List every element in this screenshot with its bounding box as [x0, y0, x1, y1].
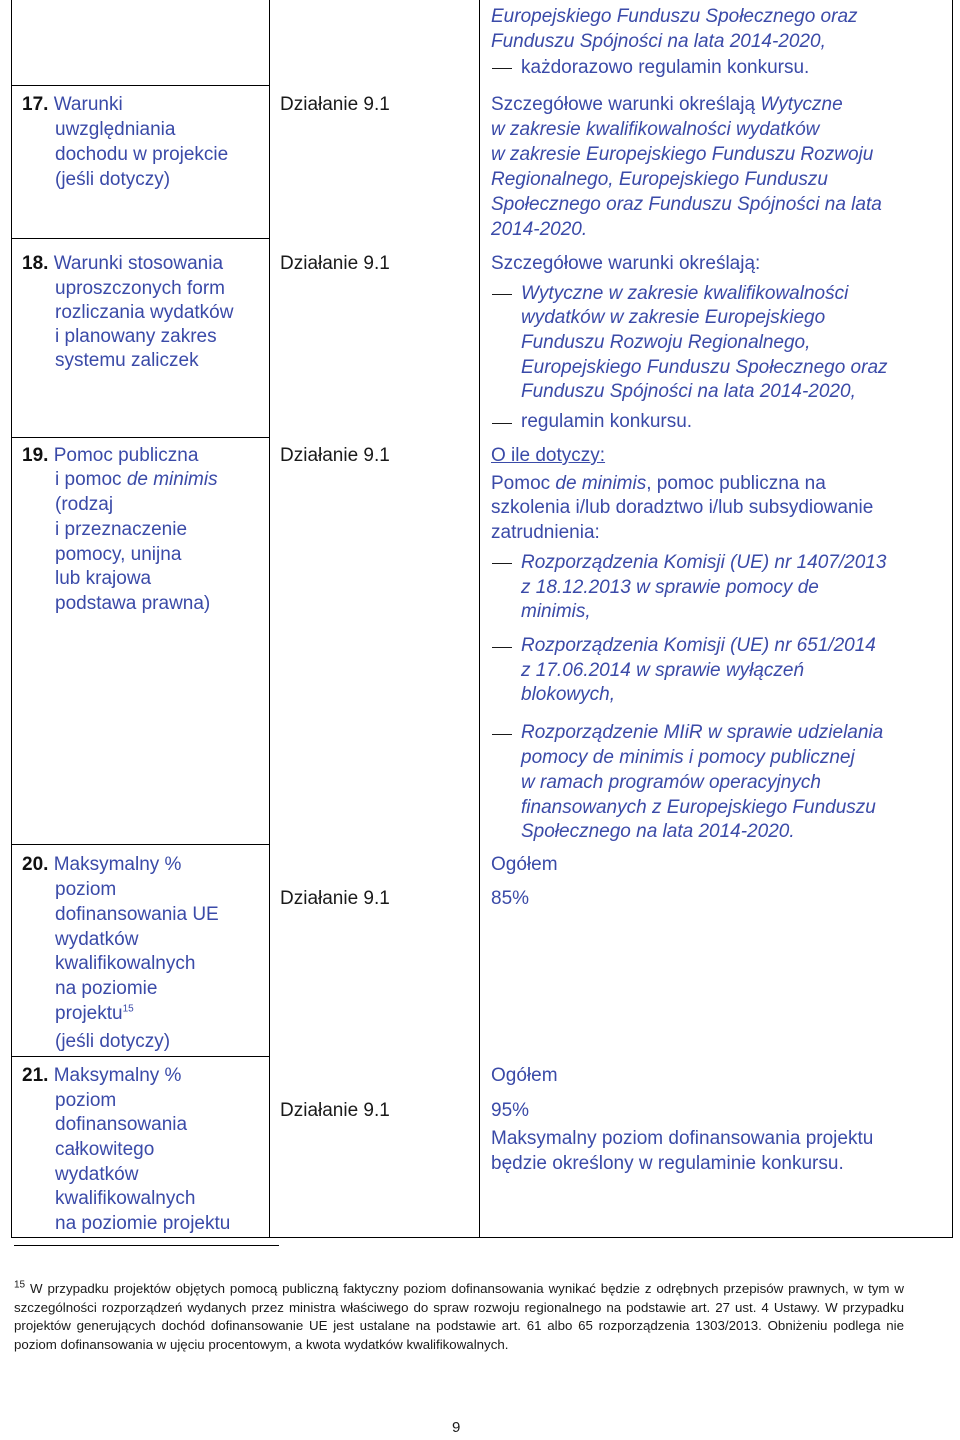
row-label-line: systemu zaliczek [55, 350, 199, 371]
row-label: 21. Maksymalny % [22, 1065, 182, 1086]
bullet-line: w ramach programów operacyjnych [521, 772, 821, 793]
bullet-line: z 17.06.2014 w sprawie wyłączeń [521, 660, 805, 681]
row-label-line: całkowitego [55, 1139, 155, 1160]
measure-label: Działanie 9.1 [280, 1100, 390, 1121]
measure-label: Działanie 9.1 [280, 888, 390, 909]
content-line: Regionalnego, Europejskiego Funduszu [491, 169, 828, 190]
row-label-line: uwzględniania [55, 119, 176, 140]
row-label-line: pomocy, unijna [55, 544, 182, 565]
footnote [14, 1280, 904, 1354]
column-divider-1 [269, 0, 270, 1237]
bullet-line: Rozporządzenia Komisji (UE) nr 1407/2013 [521, 552, 887, 573]
value: 95% [491, 1100, 530, 1121]
row-label-line: poziom [55, 879, 117, 900]
content-line: 2014-2020. [491, 219, 588, 240]
page-number: 9 [452, 1419, 461, 1436]
content-intro: Szczegółowe warunki określają: [491, 253, 761, 274]
row-divider [12, 437, 269, 438]
content-heading: O ile dotyczy: [491, 445, 606, 466]
row-divider [12, 238, 269, 239]
bullet-line: blokowych, [521, 684, 615, 705]
bullet-dash [492, 647, 512, 648]
row-label: 20. Maksymalny % [22, 854, 182, 875]
row-divider [12, 85, 269, 86]
content-line: w zakresie Europejskiego Funduszu Rozwoju [491, 144, 874, 165]
measure-label: Działanie 9.1 [280, 94, 390, 115]
row-label-line: lub krajowa [55, 568, 152, 589]
bullet-line: Funduszu Rozwoju Regionalnego, [521, 332, 811, 353]
row-label-line: (jeśli dotyczy) [55, 1031, 171, 1052]
row-number: 21. [22, 1065, 49, 1086]
row-label-line: wydatków [55, 1164, 139, 1185]
bullet-line: Rozporządzenie MIiR w sprawie udzielania [521, 722, 884, 743]
row-number: 17. [22, 94, 49, 115]
bullet-line: Funduszu Spójności na lata 2014-2020, [521, 381, 856, 402]
bullet-line: regulamin konkursu. [521, 411, 693, 432]
bullet-line: Rozporządzenia Komisji (UE) nr 651/2014 [521, 635, 876, 656]
row-label-line: i pomoc de minimis [55, 469, 218, 490]
row-label-line: na poziomie [55, 978, 158, 999]
column-header: Ogółem [491, 1065, 558, 1086]
bullet-dash [492, 68, 512, 69]
bullet-dash [492, 294, 512, 295]
row-label-line: rozliczania wydatków [55, 302, 234, 323]
row-label-line: (rodzaj [55, 494, 114, 515]
content-line: w zakresie kwalifikowalności wydatków [491, 119, 820, 140]
content-line: będzie określony w regulaminie konkursu. [491, 1153, 844, 1174]
row-label: 17. Warunki [22, 94, 123, 115]
bullet-line: Społecznego na lata 2014-2020. [521, 821, 795, 842]
row-label-line: na poziomie projektu [55, 1213, 231, 1234]
bullet-dash [492, 563, 512, 564]
row-label-line: i planowany zakres [55, 326, 217, 347]
row-label-line: uproszczonych form [55, 278, 226, 299]
continuation-bullet: każdorazowo regulamin konkursu. [521, 57, 810, 78]
continuation-line: Funduszu Spójności na lata 2014-2020, [491, 31, 826, 52]
row-label-line: podstawa prawna) [55, 593, 211, 614]
content-line: szkolenia i/lub doradztwo i/lub subsydiowanie [491, 497, 874, 518]
column-header: Ogółem [491, 854, 558, 875]
bullet-line: pomocy de minimis i pomocy publicznej [521, 747, 855, 768]
content-line: zatrudnienia: [491, 522, 600, 543]
column-divider-2 [479, 0, 480, 1237]
row-label: 18. Warunki stosowania [22, 253, 224, 274]
measure-label: Działanie 9.1 [280, 253, 390, 274]
bullet-line: finansowanych z Europejskiego Funduszu [521, 797, 876, 818]
bullet-dash [492, 734, 512, 735]
row-label: 19. Pomoc publiczna [22, 445, 199, 466]
bullet-dash [492, 423, 512, 424]
measure-label: Działanie 9.1 [280, 445, 390, 466]
row-label-line: dofinansowania [55, 1114, 188, 1135]
row-divider [12, 844, 269, 845]
bullet-line: wydatków w zakresie Europejskiego [521, 307, 826, 328]
content-intro: Pomoc de minimis, pomoc publiczna na [491, 473, 826, 494]
footnote-text: W przypadku projektów objętych pomocą publiczną faktyczny poziom dofinansowania wynikać będzie z odrębnych przepisów prawnych, w tym w szczególności rozporządzeń wydanych przez ministra właściwego do spraw rozwoju regionalnego na podstawie art. 27 ust. 4 Ustawy. W przypadku projektów generujących dochód dofinansowanie UE jest ustalane na podstawie art. 61 albo 65 rozporządzenia 1303/2013. Obniżeniu podlega nie poziom dofinansowania w ujęciu procentowym, a kwota wydatków kwalifikowalnych. [14, 1281, 905, 1352]
footnote-rule [14, 1245, 279, 1246]
value: 85% [491, 888, 530, 909]
footnote-ref[interactable]: 15 [122, 1003, 134, 1015]
bullet-line: Wytyczne w zakresie kwalifikowalności [521, 283, 849, 304]
row-number: 20. [22, 854, 49, 875]
bullet-line: minimis, [521, 601, 591, 622]
row-label-line: kwalifikowalnych [55, 1188, 196, 1209]
row-label-line: i przeznaczenie [55, 519, 188, 540]
row-number: 19. [22, 445, 49, 466]
row-label-line: projektu$^{15}$ [55, 1003, 134, 1024]
row-label-line: dofinansowania UE [55, 904, 219, 925]
row-divider [12, 1056, 269, 1057]
bullet-line: z 18.12.2013 w sprawie pomocy de [521, 577, 819, 598]
content-line: Szczegółowe warunki określają Wytyczne [491, 94, 843, 115]
row-label-line: wydatków [55, 929, 139, 950]
row-label-line: dochodu w projekcie [55, 144, 229, 165]
footnote-number: 15 [14, 1279, 26, 1291]
bullet-line: Europejskiego Funduszu Społecznego oraz [521, 357, 888, 378]
row-label-line: (jeśli dotyczy) [55, 169, 171, 190]
row-number: 18. [22, 253, 49, 274]
row-label-line: kwalifikowalnych [55, 953, 196, 974]
content-line: Maksymalny poziom dofinansowania projektu [491, 1128, 874, 1149]
content-line: Społecznego oraz Funduszu Spójności na lata [491, 194, 882, 215]
row-label-line: poziom [55, 1090, 117, 1111]
continuation-line: Europejskiego Funduszu Społecznego oraz [491, 6, 858, 27]
